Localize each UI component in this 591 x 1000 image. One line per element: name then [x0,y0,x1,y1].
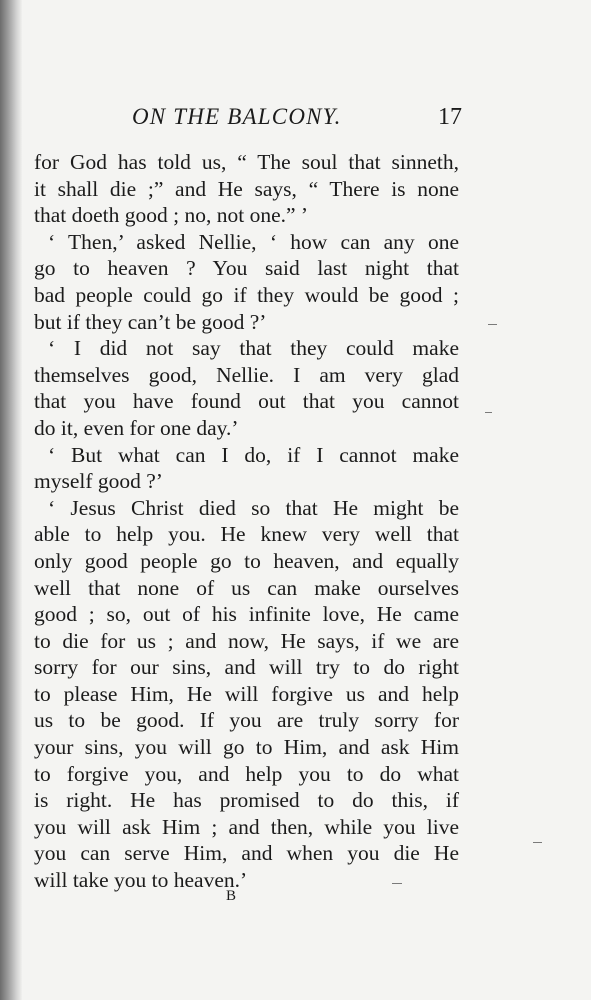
text-line: go to heaven ? You said last night that [34,256,459,281]
text-line: well that none of us can make ourselves [34,575,459,600]
text-line: ‘ I did not say that they could make [48,336,459,361]
text-line: for God has told us, “ The soul that sinneth, [34,150,459,174]
text-line: good ; so, out of his infinite love, He came [34,602,459,627]
running-title: ON THE BALCONY. [132,104,342,129]
text-line: that doeth good ; no, not one.” ’ [34,203,309,228]
text-line: ‘ Then,’ asked Nellie, ‘ how can any one [48,229,459,254]
text-line: only good people go to heaven, and equally [34,548,459,573]
text-line: you will ask Him ; and then, while you live [34,814,459,839]
text-line: to die for us ; and now, He says, if we are [34,628,459,653]
signature-mark: B [226,888,237,904]
text-line: themselves good, Nellie. I am very glad [34,362,459,387]
margin-mark [533,842,542,843]
text-line: to please Him, He will forgive us and help [34,681,459,706]
text-line: us to be good. If you are truly sorry for [34,708,459,733]
margin-mark [485,412,492,413]
text-line: that you have found out that you cannot [34,389,459,414]
margin-mark [488,324,497,325]
text-line: ‘ But what can I do, if I cannot make [48,442,459,467]
text-line: it shall die ;” and He says, “ There is none [34,176,459,201]
text-line: to forgive you, and help you to do what [34,761,459,786]
text-line: is right. He has promised to do this, if [34,788,459,813]
text-line: able to help you. He knew very well that [34,522,459,547]
text-line: bad people could go if they would be good ; [34,282,459,307]
body-text [34,149,459,894]
text-line: will take you to heaven.’ [34,868,248,893]
text-line: sorry for our sins, and will try to do right [34,655,459,680]
page-number: 17 [438,104,462,130]
text-line: your sins, you will go to Him, and ask Him [34,735,459,760]
margin-mark [392,883,402,884]
text-line: do it, even for one day.’ [34,415,239,440]
text-line: ‘ Jesus Christ died so that He might be [48,495,459,520]
text-line: myself good ?’ [34,469,163,494]
text-line: you can serve Him, and when you die He [34,841,459,866]
running-head [132,104,462,138]
page-spine-shadow [0,0,22,1000]
text-line: but if they can’t be good ?’ [34,309,267,334]
